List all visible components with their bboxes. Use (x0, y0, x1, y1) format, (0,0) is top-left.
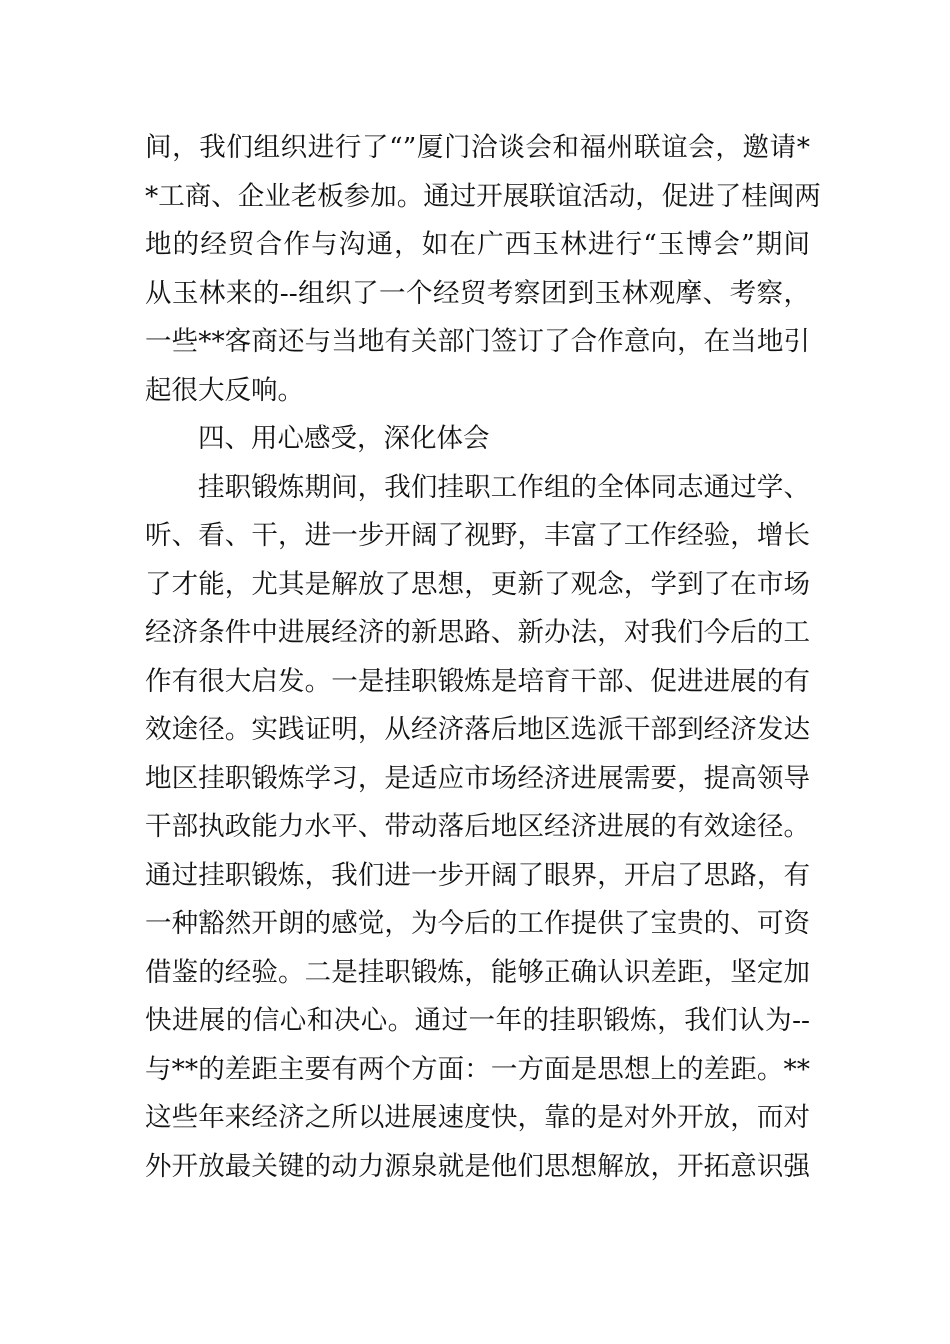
text-line: 地的经贸合作与沟通，如在广西玉林进行“玉博会”期间 (145, 229, 810, 260)
body-text (145, 124, 821, 1191)
text-line: 干部执政能力水平、带动落后地区经济进展的有效途径。 (145, 811, 810, 842)
text-line: 这些年来经济之所以进展速度快，靠的是对外开放，而对 (145, 1102, 810, 1133)
text-line: 从玉林来的--组织了一个经贸考察团到玉林观摩、考察， (145, 277, 810, 309)
text-line: 了才能，尤其是解放了思想，更新了观念，学到了在市场 (145, 568, 810, 600)
text-line: 听、看、干，进一步开阔了视野，丰富了工作经验，增长 (145, 520, 810, 551)
text-line: 一种豁然开朗的感觉，为今后的工作提供了宝贵的、可资 (145, 908, 810, 939)
section-heading: 四、用心感受，深化体会 (198, 423, 490, 454)
text-line: *工商、企业老板参加。通过开展联谊活动，促进了桂闽两 (145, 180, 821, 212)
text-line: 通过挂职锻炼，我们进一步开阔了眼界，开启了思路，有 (145, 859, 810, 891)
text-line: 作有很大启发。一是挂职锻炼是培育干部、促进进展的有 (145, 665, 810, 697)
text-line: 快进展的信心和决心。通过一年的挂职锻炼，我们认为-- (145, 1005, 810, 1036)
text-line: 效途径。实践证明，从经济落后地区选派干部到经济发达 (145, 714, 810, 745)
text-line: 间，我们组织进行了“”厦门洽谈会和福州联谊会，邀请* (145, 132, 810, 163)
text-line: 与**的差距主要有两个方面：一方面是思想上的差距。** (145, 1053, 810, 1085)
text-line: 地区挂职锻炼学习，是适应市场经济进展需要，提高领导 (145, 762, 810, 794)
text-line: 外开放最关键的动力源泉就是他们思想解放，开拓意识强 (145, 1150, 810, 1182)
text-line: 经济条件中进展经济的新思路、新办法，对我们今后的工 (145, 617, 810, 648)
text-line: 起很大反响。 (145, 374, 304, 406)
text-line: 借鉴的经验。二是挂职锻炼，能够正确认识差距，坚定加 (145, 956, 810, 988)
text-line: 挂职锻炼期间，我们挂职工作组的全体同志通过学、 (198, 471, 810, 503)
text-line: 一些**客商还与当地有关部门签订了合作意向，在当地引 (145, 326, 810, 357)
